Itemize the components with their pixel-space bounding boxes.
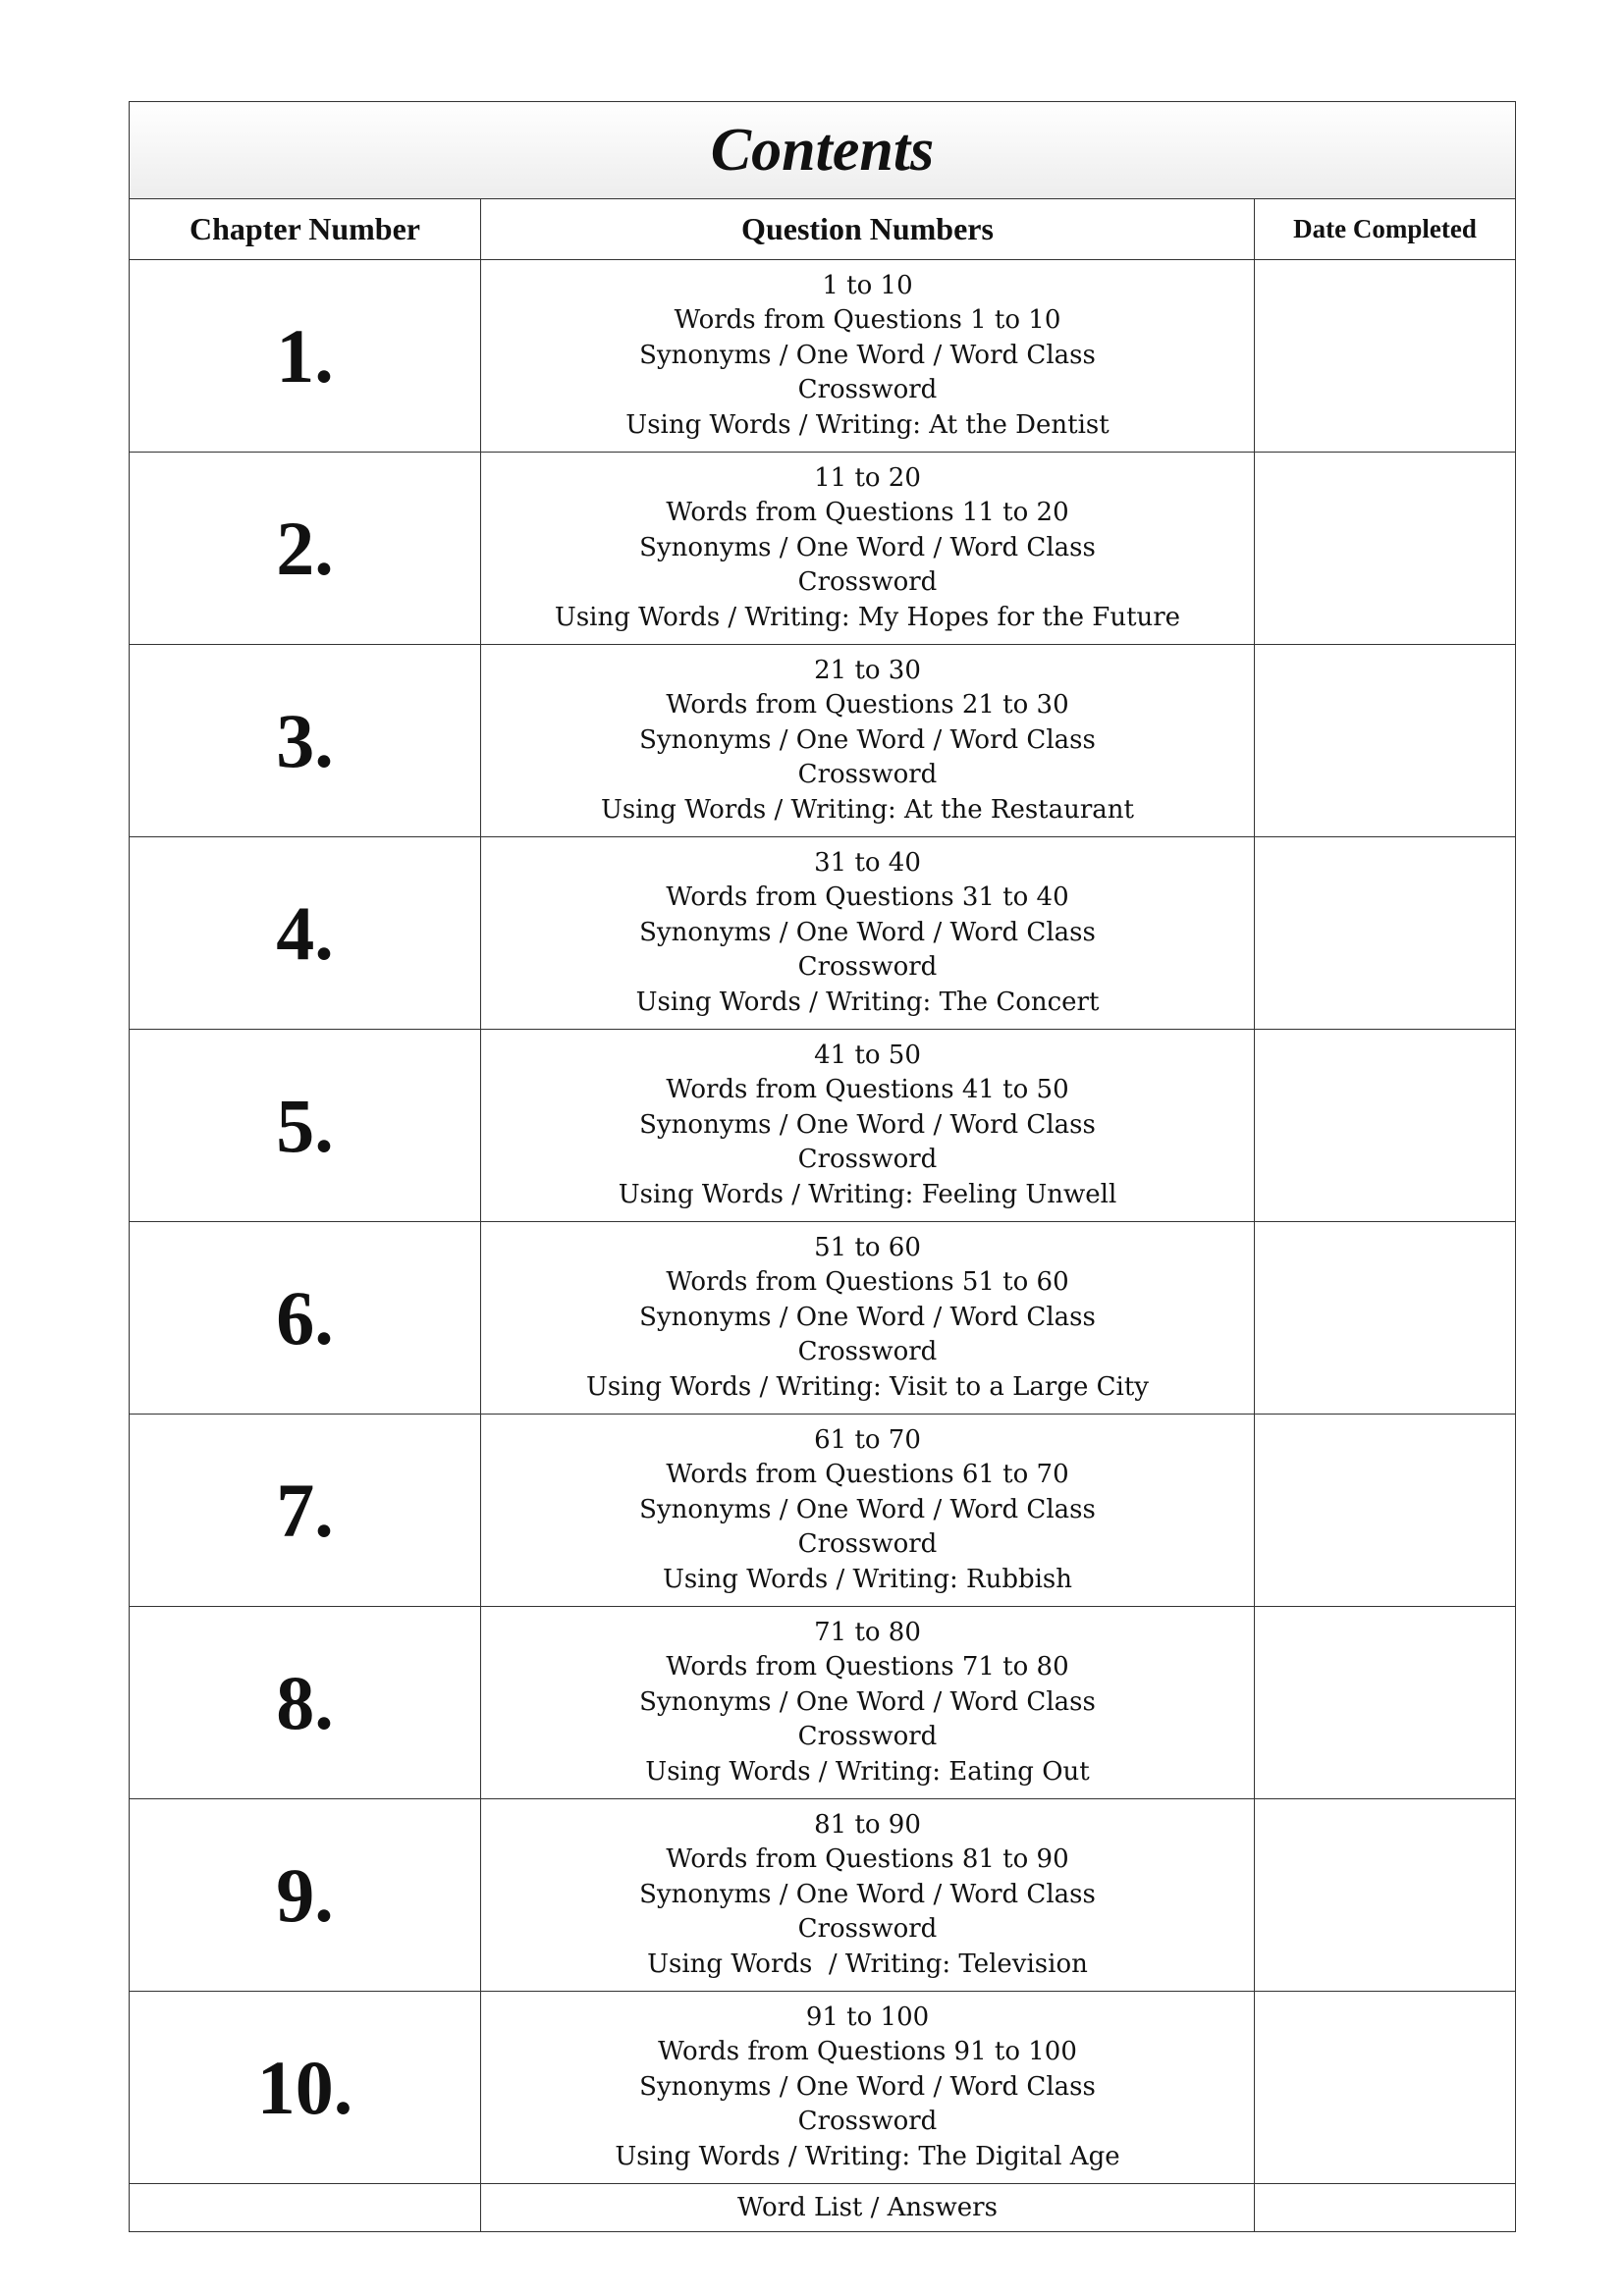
word-list-answers: Word List / Answers — [481, 2184, 1255, 2231]
question-line: Crossword — [797, 1914, 938, 1945]
question-line: Words from Questions 1 to 10 — [674, 305, 1061, 336]
question-line: 41 to 50 — [814, 1040, 921, 1070]
page-title: Contents — [710, 116, 935, 184]
chapter-number: 2. — [130, 453, 481, 645]
date-completed-cell[interactable] — [1255, 1992, 1515, 2184]
chapter-number: 10. — [130, 1992, 481, 2184]
question-line: Synonyms / One Word / Word Class — [639, 1494, 1096, 1524]
chapter-number: 3. — [130, 645, 481, 837]
chapter-questions — [481, 1030, 1255, 1222]
date-completed-cell[interactable] — [1255, 1607, 1515, 1799]
question-line: Words from Questions 41 to 50 — [666, 1075, 1069, 1105]
chapter-number: 5. — [130, 1030, 481, 1222]
question-line: Words from Questions 81 to 90 — [666, 1844, 1069, 1875]
question-line: Words from Questions 21 to 30 — [666, 690, 1069, 721]
date-completed-cell[interactable] — [1255, 1222, 1515, 1415]
question-line: Synonyms / One Word / Word Class — [639, 1302, 1096, 1332]
question-line: 1 to 10 — [822, 270, 913, 300]
chapter-questions — [481, 645, 1255, 837]
header-chapter-number: Chapter Number — [130, 199, 481, 260]
question-line: Synonyms / One Word / Word Class — [639, 1879, 1096, 1909]
question-line: Words from Questions 31 to 40 — [666, 882, 1069, 913]
question-line: 81 to 90 — [814, 1809, 921, 1840]
question-line: Crossword — [797, 1337, 938, 1367]
question-line: Synonyms / One Word / Word Class — [639, 1686, 1096, 1717]
question-line: Crossword — [797, 1722, 938, 1752]
date-completed-cell[interactable] — [1255, 2184, 1515, 2231]
question-line: Using Words / Writing: At the Dentist — [625, 409, 1110, 440]
question-line: Crossword — [797, 1145, 938, 1175]
question-line: Synonyms / One Word / Word Class — [639, 724, 1096, 755]
chapter-questions — [481, 453, 1255, 645]
question-line: Crossword — [797, 1529, 938, 1560]
question-line: Synonyms / One Word / Word Class — [639, 340, 1096, 370]
question-line: Using Words / Writing: The Concert — [635, 987, 1100, 1017]
question-line: Using Words / Writing: The Digital Age — [615, 2141, 1120, 2171]
question-line: Using Words / Writing: Visit to a Large City — [586, 1371, 1149, 1402]
date-completed-cell[interactable] — [1255, 1799, 1515, 1992]
chapter-number: 9. — [130, 1799, 481, 1992]
question-line: 51 to 60 — [814, 1232, 921, 1262]
chapter-questions — [481, 1607, 1255, 1799]
question-line: Crossword — [797, 2107, 938, 2137]
question-line: 61 to 70 — [814, 1424, 921, 1455]
chapter-questions — [481, 1415, 1255, 1607]
chapter-number: 6. — [130, 1222, 481, 1415]
question-line: Crossword — [797, 375, 938, 405]
question-line: Words from Questions 61 to 70 — [666, 1460, 1069, 1490]
question-line: Using Words / Writing: Feeling Unwell — [618, 1179, 1117, 1209]
question-line: Synonyms / One Word / Word Class — [639, 2071, 1096, 2102]
question-line: 71 to 80 — [814, 1617, 921, 1647]
date-completed-cell[interactable] — [1255, 260, 1515, 453]
chapter-number: 8. — [130, 1607, 481, 1799]
question-line: Using Words / Writing: Eating Out — [645, 1756, 1090, 1787]
title-cell — [130, 102, 1515, 199]
chapter-questions — [481, 1992, 1255, 2184]
question-line: Words from Questions 71 to 80 — [666, 1652, 1069, 1682]
question-line: Words from Questions 91 to 100 — [658, 2037, 1077, 2067]
question-line: 31 to 40 — [814, 847, 921, 878]
question-line: Using Words / Writing: At the Restaurant — [600, 794, 1135, 825]
question-line: Synonyms / One Word / Word Class — [639, 917, 1096, 947]
question-line: Words from Questions 51 to 60 — [666, 1267, 1069, 1298]
chapter-number: 1. — [130, 260, 481, 453]
chapter-questions — [481, 260, 1255, 453]
chapter-number: 4. — [130, 837, 481, 1030]
date-completed-cell[interactable] — [1255, 453, 1515, 645]
header-question-numbers: Question Numbers — [481, 199, 1255, 260]
question-line: 21 to 30 — [814, 655, 921, 685]
question-line: Words from Questions 11 to 20 — [666, 498, 1069, 528]
date-completed-cell[interactable] — [1255, 1030, 1515, 1222]
question-line: Using Words / Writing: My Hopes for the Future — [554, 602, 1181, 632]
contents-table — [129, 101, 1516, 2232]
date-completed-cell[interactable] — [1255, 645, 1515, 837]
question-line: Using Words / Writing: Rubbish — [662, 1564, 1073, 1594]
question-line: Crossword — [797, 760, 938, 790]
question-line: Synonyms / One Word / Word Class — [639, 532, 1096, 562]
header-date-completed: Date Completed — [1255, 199, 1515, 260]
empty-chapter-cell — [130, 2184, 481, 2231]
question-line: Using Words / Writing: Television — [647, 1949, 1088, 1979]
chapter-questions — [481, 1799, 1255, 1992]
question-line: 11 to 20 — [814, 462, 921, 493]
question-line: Synonyms / One Word / Word Class — [639, 1109, 1096, 1140]
chapter-questions — [481, 837, 1255, 1030]
question-line: Crossword — [797, 567, 938, 598]
date-completed-cell[interactable] — [1255, 837, 1515, 1030]
chapter-questions — [481, 1222, 1255, 1415]
question-line: Crossword — [797, 952, 938, 983]
date-completed-cell[interactable] — [1255, 1415, 1515, 1607]
chapter-number: 7. — [130, 1415, 481, 1607]
question-line: 91 to 100 — [805, 2002, 930, 2032]
